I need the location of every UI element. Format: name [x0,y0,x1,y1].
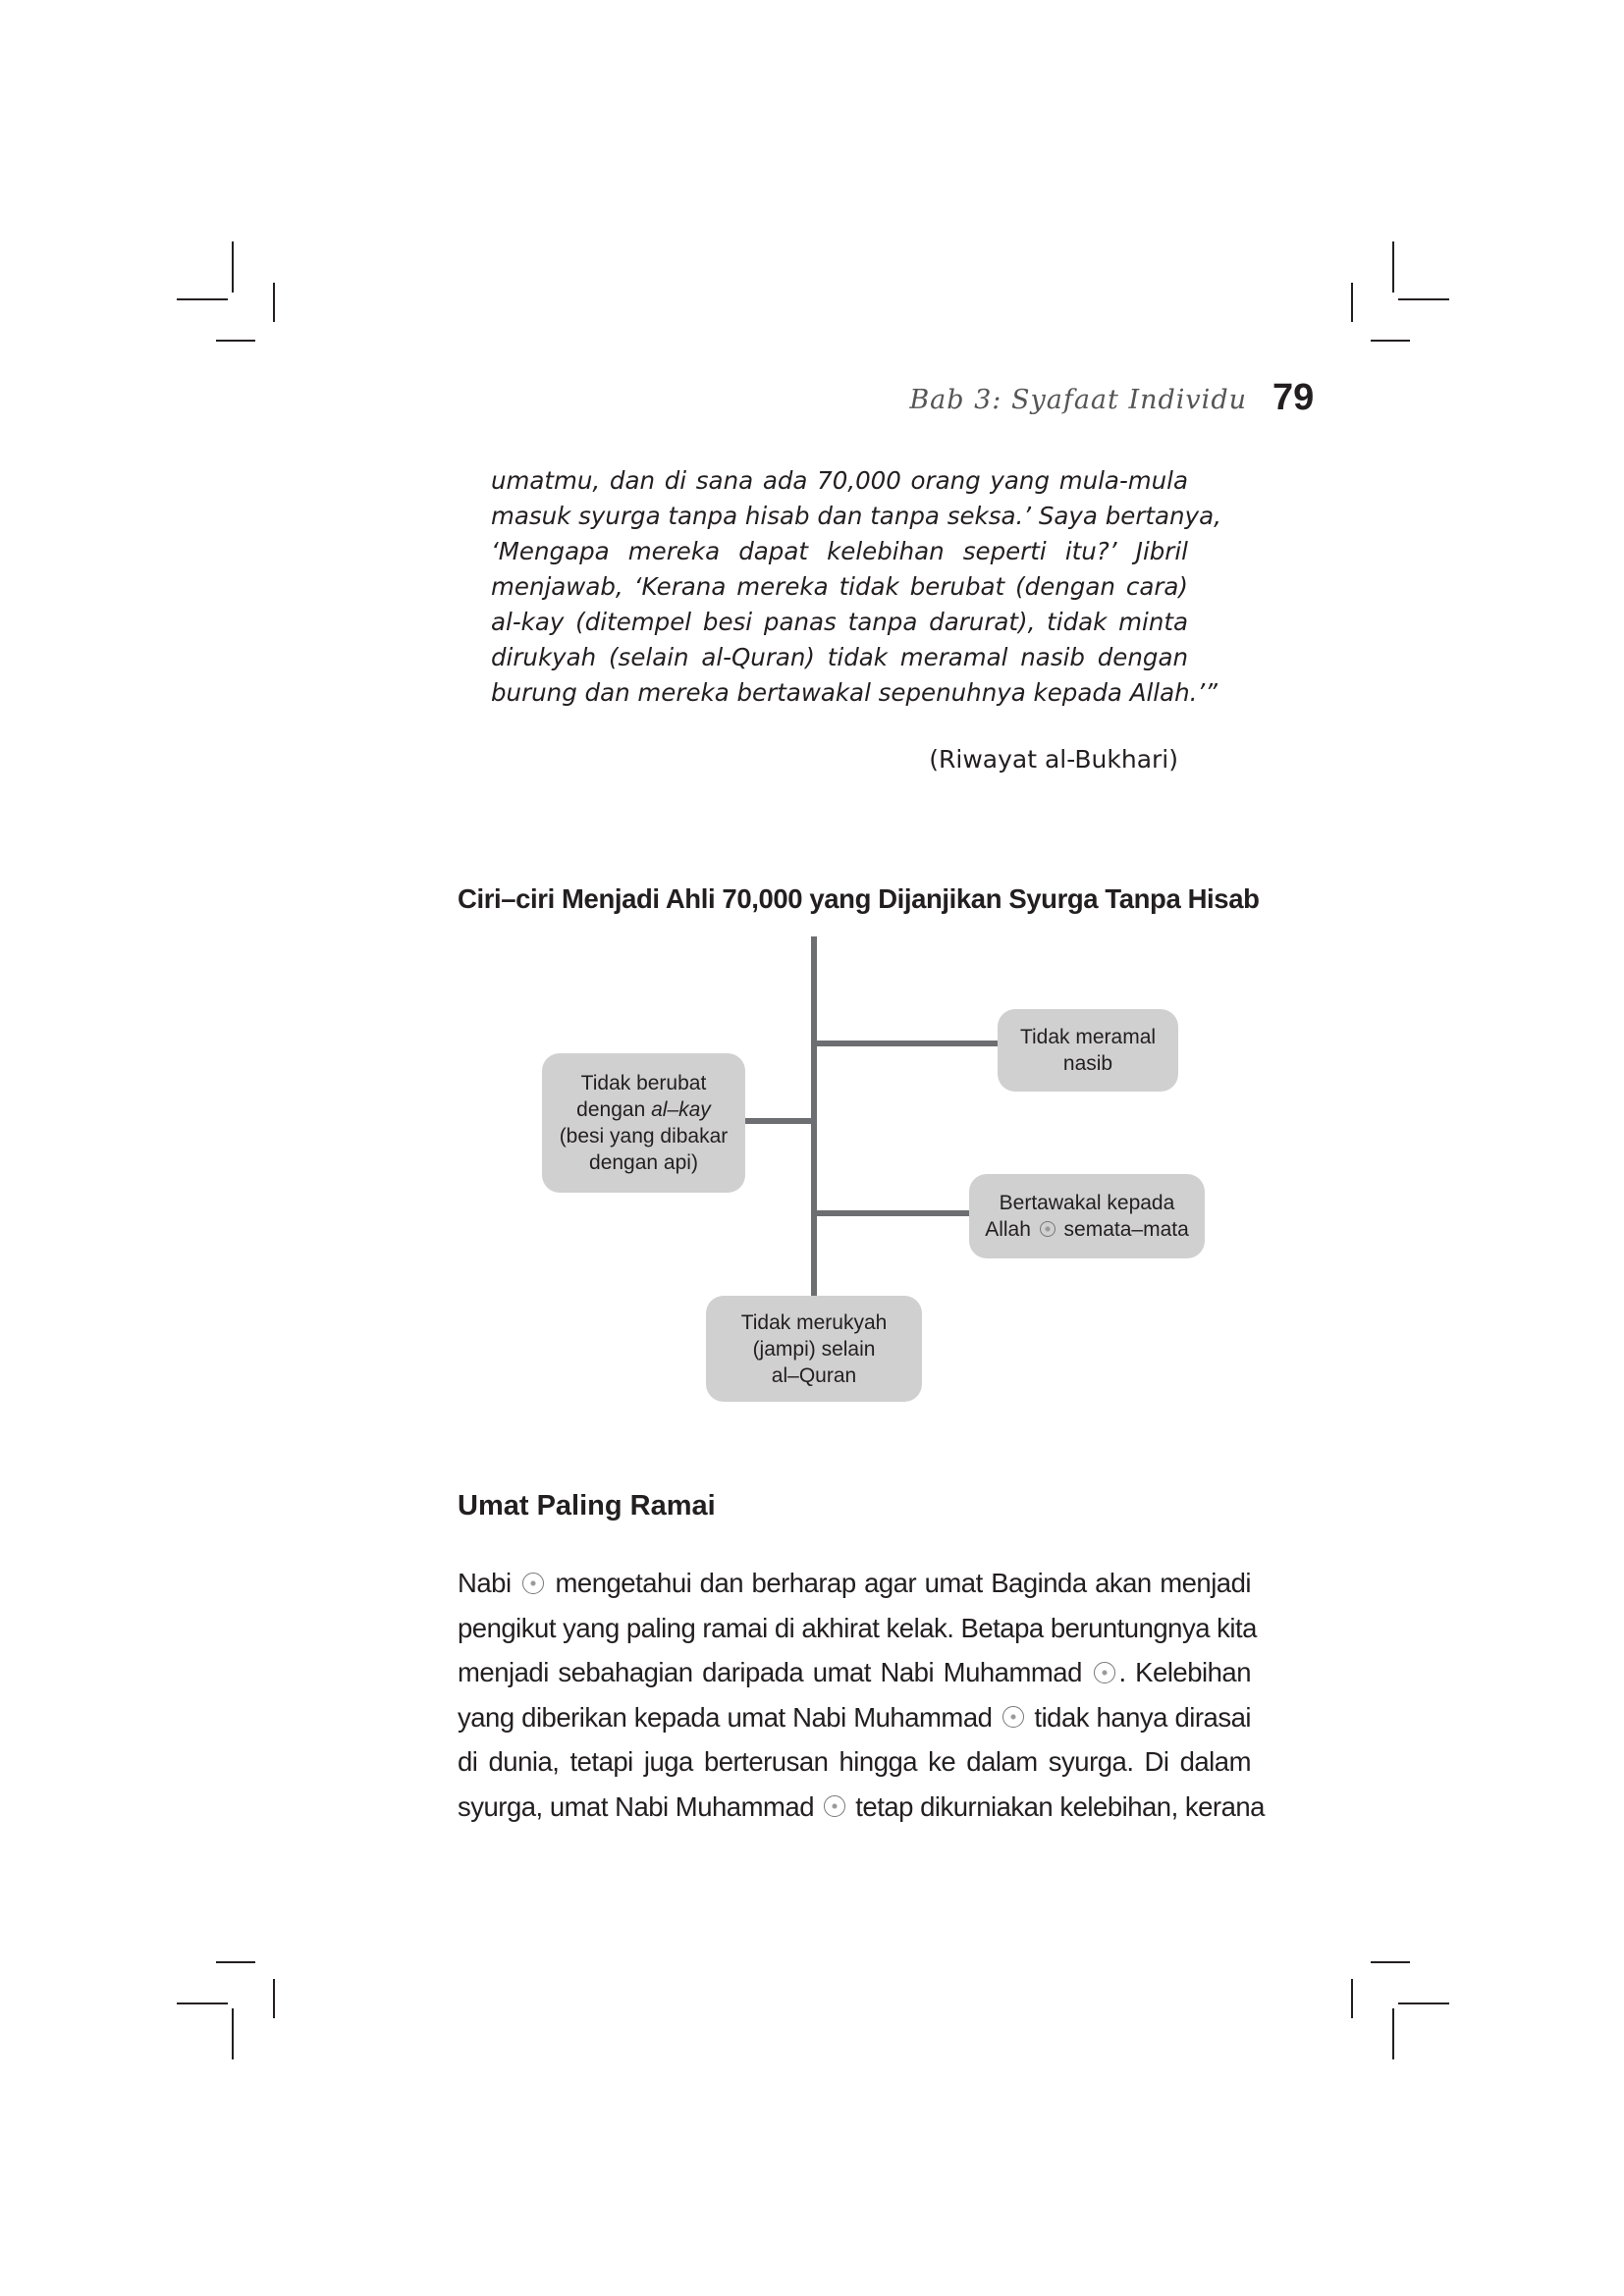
quote-line: masuk syurga tanpa hisab dan tanpa seksa.’ Saya bertanya, [491,502,1221,530]
section-heading: Umat Paling Ramai [458,1490,716,1522]
line-text: yang diberikan kepada umat Nabi Muhammad [458,1701,1000,1733]
saw-calligraphy-icon [1040,1221,1056,1237]
paragraph-line [458,1561,1251,1606]
quote-line: umatmu, dan di sana ada 70,000 orang yang mula-mula [491,466,1188,495]
paragraph-line [458,1739,1251,1785]
line-text: tetap dikurniakan kelebihan, kerana [848,1790,1265,1822]
node-text: (jampi) selain [752,1337,876,1361]
node-text: dengan [576,1098,652,1121]
quote-line: menjawab, ‘Kerana mereka tidak berubat (dengan cara) [491,572,1188,601]
line-text: . Kelebihan [1118,1657,1252,1687]
running-head: Bab 3: Syafaat Individu [909,385,1247,415]
saw-calligraphy-icon [522,1573,544,1594]
quote-line: dirukyah (selain al-Quran) tidak meramal nasib dengan [491,643,1188,671]
node-text-line [985,1216,1189,1243]
page-number: 79 [1272,377,1315,418]
line-text: pengikut yang paling ramai di akhirat kelak. Betapa beruntungnya kita [458,1612,1257,1643]
node-text: (besi yang dibakar [559,1125,729,1148]
line-text: tidak hanya dirasai [1026,1701,1251,1733]
node-text: dengan api) [589,1151,698,1174]
diagram-node-tidak-meramal [998,1009,1178,1092]
node-text-italic: al–kay [651,1098,711,1121]
quote-line: al-kay (ditempel besi panas tanpa darurat), tidak minta [491,608,1188,636]
diagram-node-tidak-merukyah [706,1296,922,1402]
saw-calligraphy-icon [824,1795,845,1817]
diagram-title: Ciri–ciri Menjadi Ahli 70,000 yang Dijanjikan Syurga Tanpa Hisab [458,883,1260,914]
line-text: syurga, umat Nabi Muhammad [458,1790,822,1822]
node-text: Bertawakal kepada [999,1192,1175,1214]
paragraph-line [458,1785,1265,1830]
body-paragraph [458,1561,1265,1829]
line-text: menjadi sebahagian daripada umat Nabi Muhammad [458,1657,1092,1687]
node-text: Tidak merukyah [740,1310,888,1334]
node-text: al–Quran [771,1363,857,1387]
paragraph-line [458,1606,1257,1651]
saw-calligraphy-icon [1002,1706,1024,1728]
node-text: nasib [1062,1052,1113,1075]
diagram-node-tidak-berubat [542,1053,745,1193]
paragraph-line [458,1650,1251,1695]
line-text: mengetahui dan berharap agar umat Baginda akan menjadi [547,1568,1251,1598]
node-text: semata–mata [1057,1218,1189,1241]
node-text-line [560,1096,729,1123]
saw-calligraphy-icon [1094,1662,1115,1683]
quote-line: burung dan mereka bertawakal sepenuhnya kepada Allah.’” [491,678,1218,707]
line-text: Nabi [458,1568,520,1598]
quote-line: ‘Mengapa mereka dapat kelebihan seperti itu?’ Jibril [491,537,1188,565]
node-text: Allah [985,1218,1037,1241]
diagram-node-bertawakal [969,1174,1205,1258]
node-text: Tidak meramal [1019,1026,1157,1048]
line-text: di dunia, tetapi juga berterusan hingga ke dalam syurga. Di dalam [458,1746,1251,1777]
node-text: Tidak berubat [580,1072,707,1095]
paragraph-line [458,1695,1251,1740]
quote-citation: (Riwayat al-Bukhari) [929,745,1178,774]
